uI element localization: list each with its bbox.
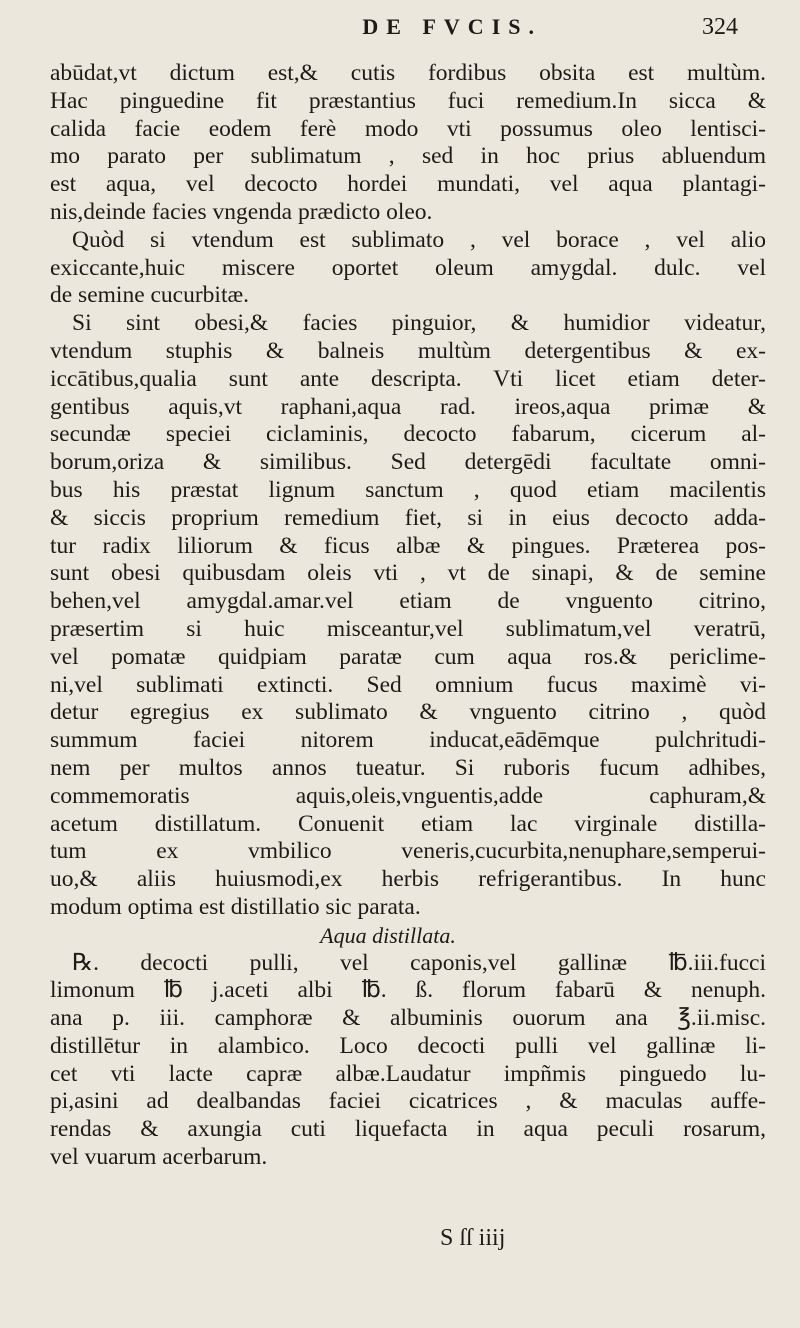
text-line: tur radix liliorum & ficus albæ & pingues. Præterea pos- xyxy=(50,532,766,559)
text-line: vel pomatæ quidpiam paratæ cum aqua ros.& periclime- xyxy=(50,643,766,670)
text-line: ni,vel sublimati extincti. Sed omnium fucus maximè vi- xyxy=(50,671,766,698)
recipe-line: limonum ℔ j.aceti albi ℔. ß. florum fabarū & nenuph. xyxy=(50,977,766,1004)
section-subheading: Aqua distillata. xyxy=(320,922,456,948)
recipe-line: pi,asini ad dealbandas faciei cicatrices , & maculas auffe- xyxy=(50,1088,766,1115)
text-line: Si sint obesi,& facies pinguior, & humidior videatur, xyxy=(72,310,766,337)
recipe-line: vel vuarum acerbarum. xyxy=(50,1144,268,1171)
text-line: tum ex vmbilico veneris,cucurbita,nenuphare,semperui- xyxy=(50,838,766,865)
signature-mark: S ſſ iiij xyxy=(440,1225,506,1251)
recipe-line: ana p. iii. camphoræ & albuminis ouorum ana ℥.ii.misc. xyxy=(50,1005,766,1032)
text-line: borum,oriza & similibus. Sed detergēdi facultate omni- xyxy=(50,449,766,476)
text-line: gentibus aquis,vt raphani,aqua rad. ireos,aqua primæ & xyxy=(50,393,766,420)
text-line: behen,vel amygdal.amar.vel etiam de vnguento citrino, xyxy=(50,588,766,615)
text-line: Quòd si vtendum est sublimato , vel borace , vel alio xyxy=(72,226,766,253)
running-title: DE FVCIS. xyxy=(362,14,542,39)
text-line: acetum distillatum. Conuenit etiam lac virginale distilla- xyxy=(50,810,766,837)
text-line: calida facie eodem ferè modo vti possumus oleo lentisci- xyxy=(50,115,766,142)
text-line: bus his præstat lignum sanctum , quod etiam macilentis xyxy=(50,476,766,503)
text-line: secundæ speciei ciclaminis, decocto fabarum, cicerum al- xyxy=(50,421,766,448)
text-line: modum optima est distillatio sic parata. xyxy=(50,893,421,920)
text-line: Hac pinguedine fit præstantius fuci remedium.In sicca & xyxy=(50,87,766,114)
recipe-line: distillētur in alambico. Loco decocti pulli vel gallinæ li- xyxy=(50,1032,766,1059)
page-number: 324 xyxy=(702,14,738,40)
text-line: detur egregius ex sublimato & vnguento citrino , quòd xyxy=(50,699,766,726)
text-line: commemoratis aquis,oleis,vnguentis,adde caphuram,& xyxy=(50,782,766,809)
text-line: exiccante,huic miscere oportet oleum amygdal. dulc. vel xyxy=(50,254,766,281)
text-line: iccātibus,qualia sunt ante descripta. Vti licet etiam deter- xyxy=(50,365,766,392)
running-head xyxy=(50,14,766,60)
text-line: uo,& aliis huiusmodi,ex herbis refrigerantibus. In hunc xyxy=(50,866,766,893)
text-line: mo parato per sublimatum , sed in hoc prius abluendum xyxy=(50,143,766,170)
text-line: præsertim si huic misceantur,vel sublimatum,vel veratrū, xyxy=(50,615,766,642)
text-line: de semine cucurbitæ. xyxy=(50,282,250,309)
text-line: & siccis proprium remedium fiet, si in eius decocto adda- xyxy=(50,504,766,531)
text-line: nis,deinde facies vngenda prædicto oleo. xyxy=(50,198,433,225)
text-line: sunt obesi quibusdam oleis vti , vt de sinapi, & de semine xyxy=(50,560,766,587)
text-line: est aqua, vel decocto hordei mundati, vel aqua plantagi- xyxy=(50,171,766,198)
text-line: vtendum stuphis & balneis multùm detergentibus & ex- xyxy=(50,337,766,364)
recipe-line: ℞. decocti pulli, vel caponis,vel gallinæ ℔.iii.fucci xyxy=(72,949,766,976)
text-line: nem per multos annos tueatur. Si ruboris fucum adhibes, xyxy=(50,754,766,781)
recipe-line: rendas & axungia cuti liquefacta in aqua peculi rosarum, xyxy=(50,1116,766,1143)
text-line: abūdat,vt dictum est,& cutis fordibus obsita est multùm. xyxy=(50,60,766,86)
recipe-line: cet vti lacte capræ albæ.Laudatur impñmis pinguedo lu- xyxy=(50,1060,766,1087)
main-text xyxy=(50,60,766,1172)
text-line: summum faciei nitorem inducat,eādēmque pulchritudi- xyxy=(50,727,766,754)
